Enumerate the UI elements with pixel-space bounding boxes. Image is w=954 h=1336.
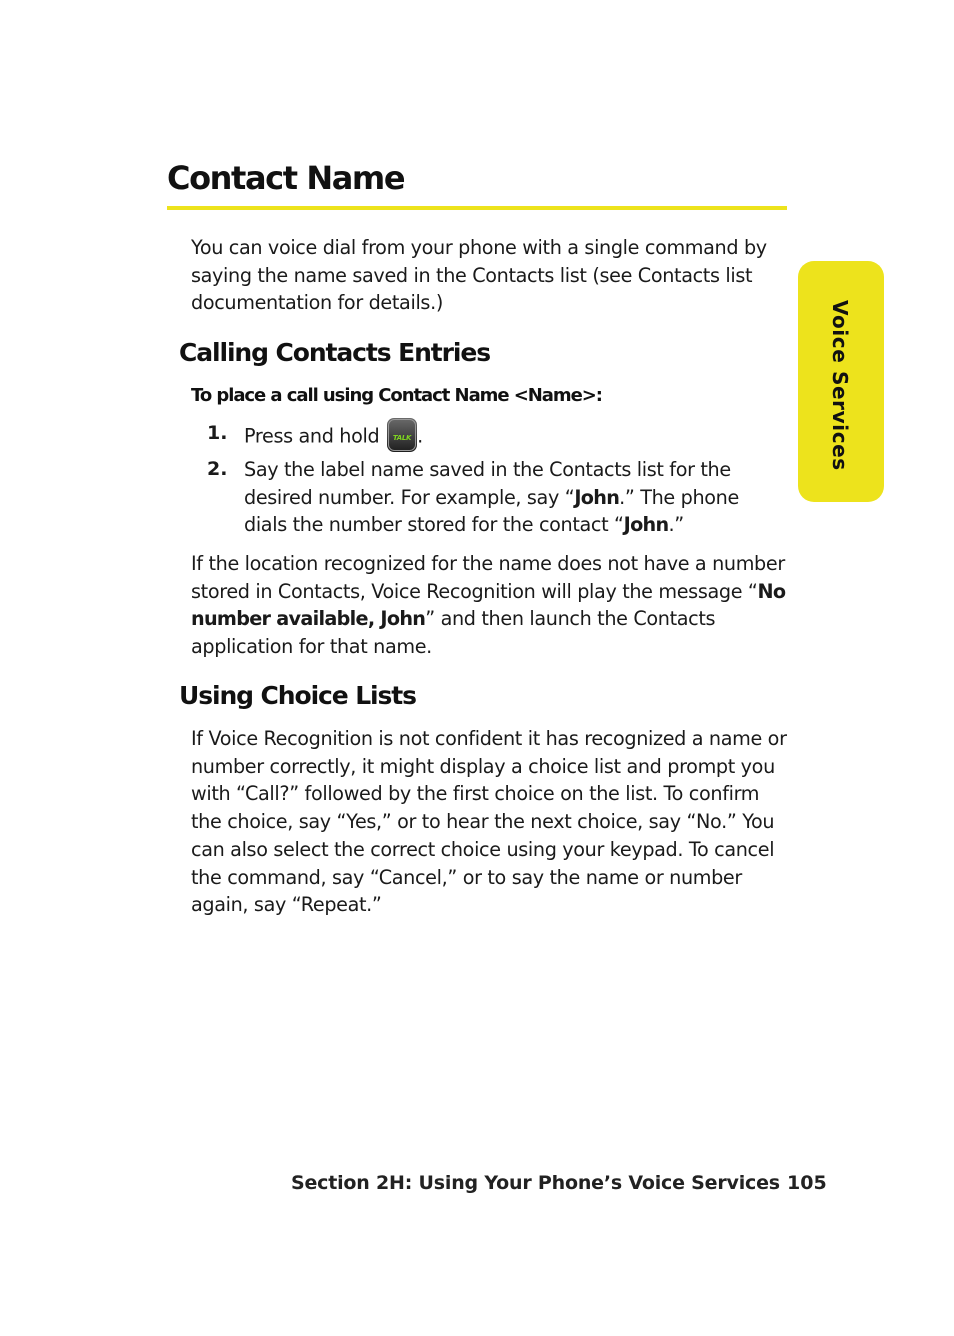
step-1-number: 1. xyxy=(207,422,228,444)
step-1-text xyxy=(244,420,764,454)
step-intro: To place a call using Contact Name <Name>: xyxy=(191,385,602,406)
no-number-paragraph xyxy=(191,550,791,661)
talk-key-label: TALK xyxy=(392,434,412,442)
step-2-bold1: John xyxy=(574,485,620,509)
calling-contacts-heading: Calling Contacts Entries xyxy=(179,338,490,367)
footer-section-title: Section 2H: Using Your Phone’s Voice Services xyxy=(291,1172,780,1194)
choice-lists-heading: Using Choice Lists xyxy=(179,681,416,710)
intro-paragraph: You can voice dial from your phone with a single command by saying the name saved in the Contacts list (see Contacts list documentation for details.) xyxy=(191,236,767,315)
title-underline xyxy=(167,206,787,210)
step-2-bold2: John xyxy=(623,513,669,537)
step-2-part3: .” xyxy=(668,513,684,537)
step-1-label: Press and hold xyxy=(244,424,380,448)
step-2-text xyxy=(244,456,764,539)
note-bold: No number available, John xyxy=(191,579,786,631)
note-part1: If the location recognized for the name does not have a number stored in Contacts, Voice Recognition will play the message “ xyxy=(191,552,785,603)
talk-key-icon xyxy=(387,418,417,452)
side-tab-label: Voice Services xyxy=(828,300,852,471)
note-part2: ” and then launch the Contacts application for that name. xyxy=(191,607,716,659)
step-2-number: 2. xyxy=(207,458,228,480)
step-2-part2: .” The phone dials the number stored for the contact “ xyxy=(244,485,739,537)
page-title: Contact Name xyxy=(167,159,405,197)
step-2-part1: Say the label name saved in the Contacts list for the desired number. For example, say “ xyxy=(244,458,731,509)
choice-lists-paragraph: If Voice Recognition is not confident it has recognized a name or number correctly, it might display a choice list and prompt you with “Call?” followed by the first choice on the list. To confirm the choice, say “Yes,” or to hear the next choice, say “No.” You can also select the correct choice using your keypad. To cancel the command, say “Cancel,” or to say the name or number again, say “Repeat.” xyxy=(191,727,787,917)
step-1-period: . xyxy=(417,424,423,448)
page-number: 105 xyxy=(787,1172,827,1194)
